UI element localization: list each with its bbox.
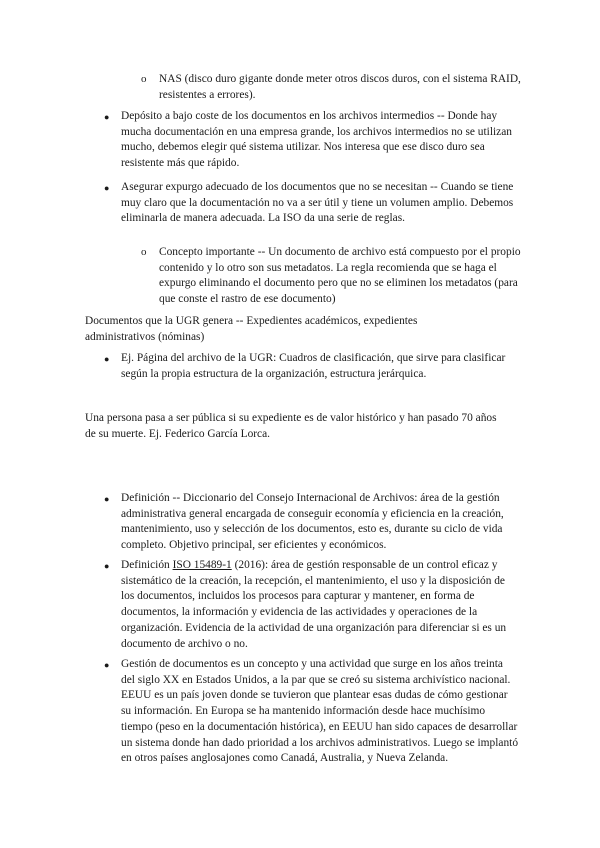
bullet: ● xyxy=(104,112,110,122)
definicion-prefix: Definición xyxy=(121,559,173,571)
bullet: ● xyxy=(104,183,110,193)
persona-paragraph: Una persona pasa a ser pública si su expediente es de valor histórico y han pasado 70 años de su muerte. Ej. Federico García Lorca. xyxy=(85,412,497,440)
ugr-paragraph: Documentos que la UGR genera -- Expedientes académicos, expedientes administrativos (nóminas) xyxy=(85,315,418,343)
item-nas: NAS (disco duro gigante donde meter otros discos duros, con el sistema RAID, resistentes a errores). xyxy=(159,73,521,101)
bullet: ● xyxy=(104,354,110,364)
item-expurgo: Asegurar expurgo adecuado de los documentos que no se necesitan -- Cuando se tiene muy claro que la documentación no va a ser útil y tiene un volumen amplio. Debemos eliminarla de manera adecuada. La ISO da una serie de reglas. xyxy=(121,181,514,225)
bullet: ● xyxy=(104,660,110,670)
item-definicion-iso xyxy=(121,558,518,652)
bullet: ● xyxy=(104,561,110,571)
definicion-iso-text: (2016): área de gestión responsable de un control eficaz y sistemático de la creación, la recepción, el mantenimiento, el uso y la disposición de los documentos, incluidos los procesos para capturar y mantener, en forma de documentos, la información y evidencia de las actividades y operaciones de la organización. Evidencia de la actividad de una organización para diferenciar si es un documento de archivo o no. xyxy=(121,559,507,650)
iso-15489-link[interactable]: ISO 15489-1 xyxy=(172,559,232,571)
item-definicion-dica: Definición -- Diccionario del Consejo Internacional de Archivos: área de la gestión administrativa general encargada de conseguir economía y eficiencia en la creación, mantenimiento, uso y selección de los documentos, esto es, durante su ciclo de vida completo. Objetivo principal, ser eficientes y económicos. xyxy=(121,492,504,552)
sub-bullet: o xyxy=(141,246,147,258)
sub-bullet: o xyxy=(141,73,147,85)
bullet: ● xyxy=(104,494,110,504)
item-deposito: Depósito a bajo coste de los documentos en los archivos intermedios -- Donde hay mucha documentación en una empresa grande, los archivos intermedios no se utilizan mucho, debemos elegir qué sistema utilizar. Nos interesa que ese disco duro sea resistente más que rápido. xyxy=(121,110,512,170)
item-concepto: Concepto importante -- Un documento de archivo está compuesto por el propio contenido y lo otro son sus metadatos. La regla recomienda que se haga el expurgo eliminando el documento pero que no se eliminen los metadatos (para que conste el rastro de ese documento) xyxy=(159,246,521,306)
item-ugr-ejemplo: Ej. Página del archivo de la UGR: Cuadros de clasificación, que sirve para clasificar según la propia estructura de la organización, estructura jerárquica. xyxy=(121,352,506,380)
item-gestion-documentos: Gestión de documentos es un concepto y una actividad que surge en los años treinta del siglo XX en Estados Unidos, a la par que se creó su sistema archivístico nacional. EEUU es un país joven donde se tuvieron que plantear esas dudas de cómo gestionar su información. En Europa se ha mantenido información desde hace muchísimo tiempo (peso en la documentación histórica), en EEUU han sido capaces de desarrollar un sistema donde han dado prioridad a los archivos administrativos. Luego se implantó en otros países anglosajones como Canadá, Australia, y Nueva Zelanda. xyxy=(121,658,519,765)
